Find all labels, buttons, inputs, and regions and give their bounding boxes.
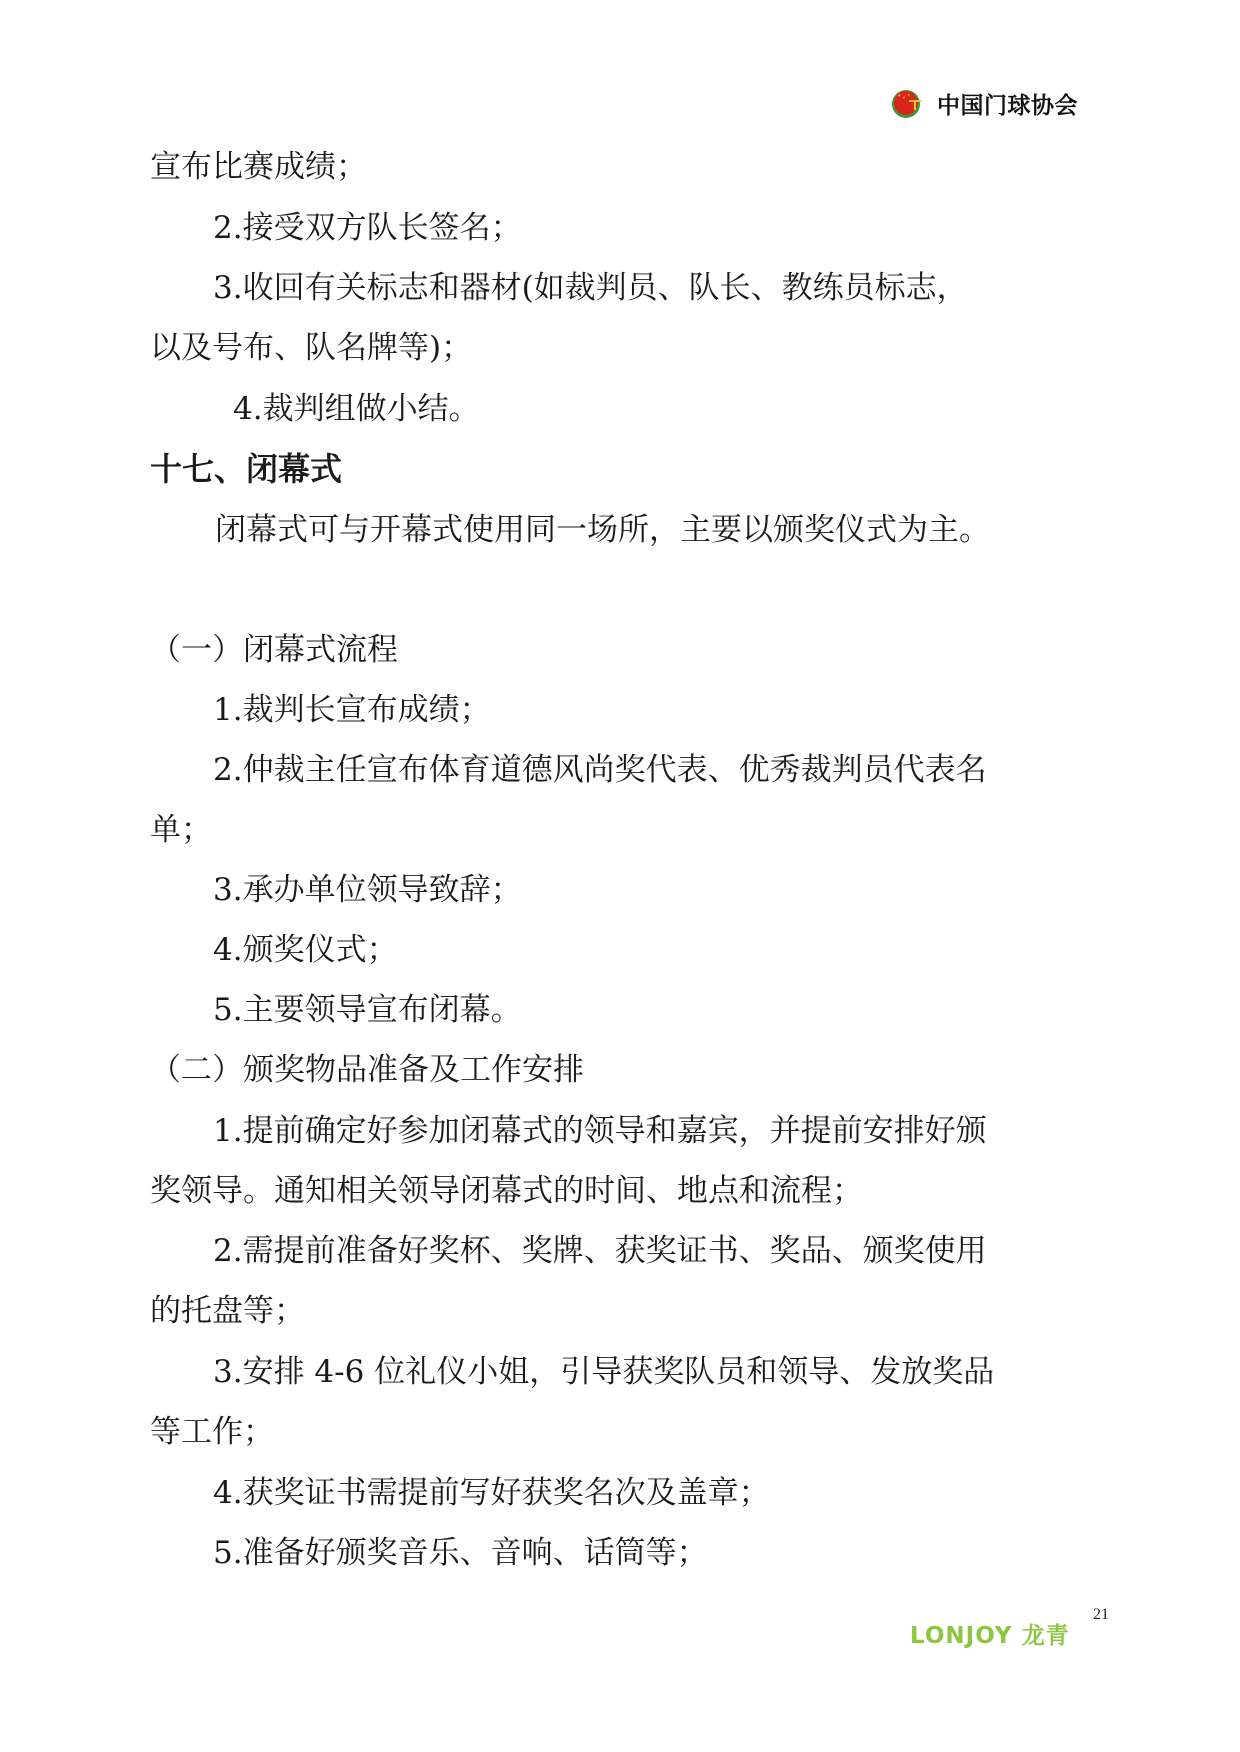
body-line: 以及号布、队名牌等)； [150, 330, 473, 366]
association-emblem-icon [889, 86, 927, 120]
list-item: 3.安排 4-6 位礼仪小姐，引导获奖队员和领导、发放奖品 [213, 1354, 995, 1390]
list-item: 4.裁判组做小结。 [233, 391, 480, 427]
organization-name: 中国门球协会 [937, 92, 1078, 119]
list-item: 3.承办单位领导致辞； [213, 872, 522, 908]
body-line: 单； [150, 812, 212, 848]
list-item: 4.颁奖仪式； [213, 932, 398, 968]
section-heading: 十七、闭幕式 [150, 450, 343, 488]
list-item: 3.收回有关标志和器材(如裁判员、队长、教练员标志， [213, 270, 968, 306]
list-item: 1.裁判长宣布成绩； [213, 692, 491, 728]
body-line: 奖领导。通知相关领导闭幕式的时间、地点和流程； [150, 1173, 863, 1209]
list-item: 5.准备好颁奖音乐、音响、话筒等； [213, 1535, 708, 1571]
body-line: 的托盘等； [150, 1293, 305, 1329]
list-item: 2.仲裁主任宣布体育道德风尚奖代表、优秀裁判员代表名 [213, 752, 987, 788]
body-line: 宣布比赛成绩； [150, 149, 367, 185]
list-item: 4.获奖证书需提前写好获奖名次及盖章； [213, 1475, 770, 1511]
list-item: 1.提前确定好参加闭幕式的领导和嘉宾，并提前安排好颁 [213, 1113, 987, 1149]
footer-brand-logo: LONJOY 龙青 [910, 1623, 1070, 1649]
body-line: 等工作； [150, 1414, 274, 1450]
page-number: 21 [1093, 1606, 1109, 1623]
list-item: 2.接受双方队长签名； [213, 210, 522, 246]
subsection-heading: （一）闭幕式流程 [150, 632, 398, 668]
list-item: 5.主要领导宣布闭幕。 [213, 992, 522, 1028]
subsection-heading: （二）颁奖物品准备及工作安排 [150, 1052, 584, 1088]
paragraph: 闭幕式可与开幕式使用同一场所，主要以颁奖仪式为主。 [215, 512, 990, 548]
list-item: 2.需提前准备好奖杯、奖牌、获奖证书、奖品、颁奖使用 [213, 1233, 987, 1269]
header-logo [889, 86, 1078, 120]
